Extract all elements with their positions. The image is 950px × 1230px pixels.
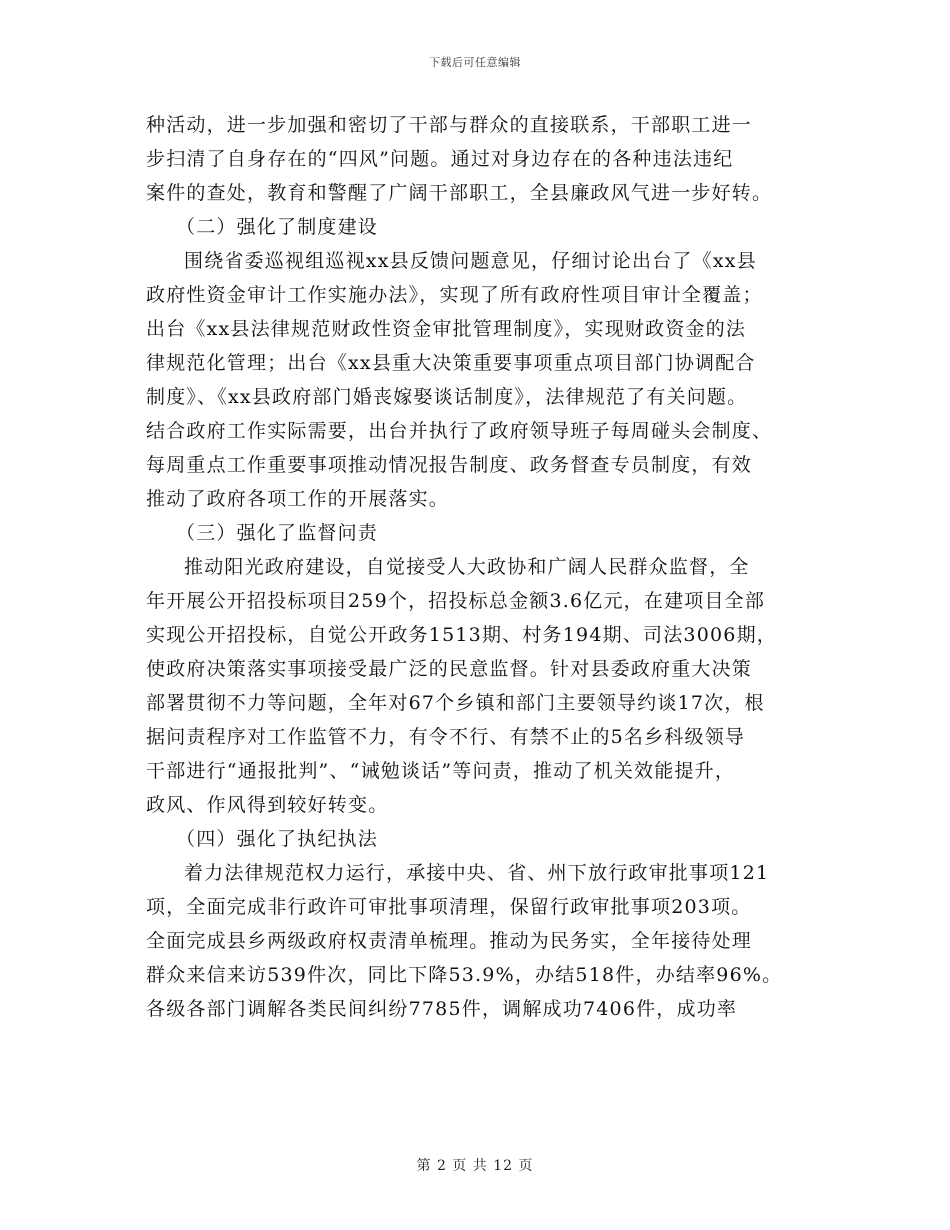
paragraph-line: 制度》、《xx县政府部门婚丧嫁娶谈话制度》，法律规范了有关问题。	[146, 386, 748, 408]
document-body	[146, 108, 816, 1026]
paragraph-line: 出台《xx县法律规范财政性资金审批管理制度》，实现财政资金的法	[146, 318, 747, 340]
paragraph-line: 群众来信来访539件次，同比下降53.9%，办结518件，办结率96%。	[146, 964, 783, 986]
paragraph-line: 每周重点工作重要事项推动情况报告制度、政务督查专员制度，有效	[146, 454, 753, 476]
paragraph-line: 步扫清了自身存在的“四风”问题。通过对身边存在的各种违法违纪	[146, 148, 734, 170]
paragraph-line: 部署贯彻不力等问题，全年对67个乡镇和部门主要领导约谈17次，根	[146, 692, 765, 714]
paragraph-line: 各级各部门调解各类民间纠纷7785件，调解成功7406件，成功率	[146, 998, 738, 1020]
paragraph-line: 种活动，进一步加强和密切了干部与群众的直接联系，干部职工进一	[146, 114, 753, 136]
page-number-footer: 第 2 页 共 12 页	[416, 1158, 534, 1174]
paragraph-line: 干部进行“通报批判”、“诫勉谈话”等问责，推动了机关效能提升，	[146, 760, 736, 782]
paragraph-line: 着力法律规范权力运行，承接中央、省、州下放行政审批事项121	[184, 862, 770, 884]
paragraph-line: 围绕省委巡视组巡视xx县反馈问题意见，仔细讨论出台了《xx县	[184, 250, 757, 272]
paragraph-line: 推动阳光政府建设，自觉接受人大政协和广阔人民群众监督，全	[184, 556, 750, 578]
paragraph-line: 律规范化管理；出台《xx县重大决策重要事项重点项目部门协调配合	[146, 352, 756, 374]
section-heading: （三）强化了监督问责	[176, 522, 379, 544]
paragraph-line: 实现公开招投标，自觉公开政务1513期、村务194期、司法3006期，	[146, 624, 777, 646]
paragraph-line: 全面完成县乡两级政府权责清单梳理。推动为民务实，全年接待处理	[146, 930, 753, 952]
paragraph-line: 使政府决策落实事项接受最广泛的民意监督。针对县委政府重大决策	[146, 658, 753, 680]
paragraph-line: 政风、作风得到较好转变。	[146, 794, 389, 816]
page-header: 下载后可任意编辑	[429, 56, 521, 69]
paragraph-line: 据问责程序对工作监管不力，有令不行、有禁不止的5名乡科级领导	[146, 726, 746, 748]
paragraph-line: 年开展公开招投标项目259个，招投标总金额3.6亿元，在建项目全部	[146, 590, 766, 612]
section-heading: （四）强化了执纪执法	[176, 828, 379, 850]
paragraph-line: 案件的查处，教育和警醒了广阔干部职工，全县廉政风气进一步好转。	[146, 182, 773, 204]
paragraph-line: 推动了政府各项工作的开展落实。	[146, 488, 450, 510]
paragraph-line: 项，全面完成非行政许可审批事项清理，保留行政审批事项203项。	[146, 896, 752, 918]
paragraph-line: 结合政府工作实际需要，出台并执行了政府领导班子每周碰头会制度、	[146, 420, 773, 442]
section-heading: （二）强化了制度建设	[176, 216, 379, 238]
paragraph-line: 政府性资金审计工作实施办法》，实现了所有政府性项目审计全覆盖；	[146, 284, 763, 306]
